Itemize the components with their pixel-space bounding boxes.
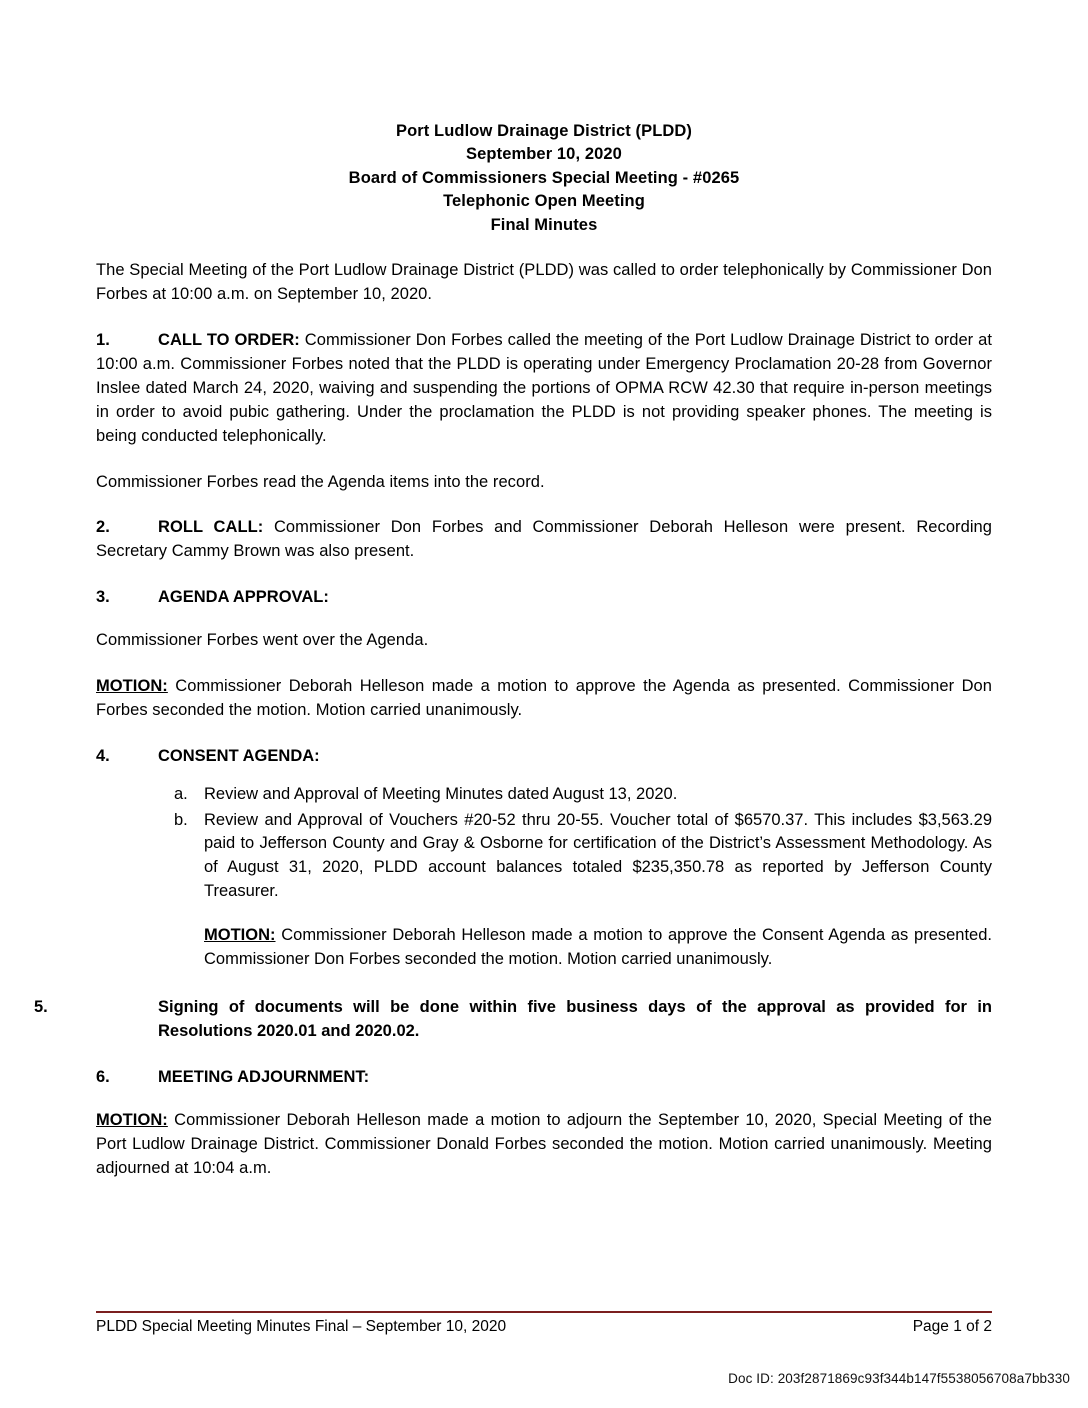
- item-2-paragraph: [96, 516, 992, 564]
- item-3-title: AGENDA APPROVAL:: [158, 588, 329, 607]
- item-1-title: CALL TO ORDER:: [158, 330, 300, 349]
- list-item-marker: a.: [174, 784, 188, 803]
- list-item: [174, 809, 992, 905]
- item-5-paragraph: [34, 996, 992, 1044]
- item-4-number: 4.: [96, 747, 110, 766]
- document-heading: [96, 120, 992, 237]
- item-2-number: 2.: [96, 518, 110, 537]
- motion-2-label: MOTION:: [204, 926, 276, 945]
- item-1-paragraph: [96, 329, 992, 449]
- footer-left-text: PLDD Special Meeting Minutes Final – September 10, 2020: [96, 1318, 507, 1335]
- agenda-review-paragraph: Commissioner Forbes went over the Agenda.: [96, 631, 429, 650]
- consent-agenda-list: [96, 783, 992, 905]
- item-5-body: Signing of documents will be done within five business days of the approval as provided for in Resolutions 2020.01 and 2020.02.: [158, 998, 992, 1040]
- item-2-title: ROLL CALL:: [158, 518, 264, 537]
- item-4-heading: [96, 747, 992, 766]
- item-3-number: 3.: [96, 588, 110, 607]
- item-6-heading: [96, 1068, 992, 1087]
- list-item-text: Review and Approval of Meeting Minutes dated August 13, 2020.: [204, 784, 678, 803]
- heading-line-4: Telephonic Open Meeting: [443, 192, 645, 211]
- motion-2-body: Commissioner Deborah Helleson made a motion to approve the Consent Agenda as presented. Commissioner Don Forbes seconded the motion. Motion carried unanimously.: [204, 926, 992, 969]
- document-id: Doc ID: 203f2871869c93f344b147f5538056708a7bb330: [728, 1371, 1070, 1386]
- motion-3-label: MOTION:: [96, 1110, 168, 1129]
- item-1-number: 1.: [96, 330, 110, 349]
- footer-page-number: Page 1 of 2: [912, 1318, 992, 1335]
- intro-paragraph: The Special Meeting of the Port Ludlow Drainage District (PLDD) was called to order telephonically by Commissioner Don Forbes at 10:00 a.m. on September 10, 2020.: [96, 261, 992, 304]
- list-item: [174, 783, 992, 807]
- item-1-body: Commissioner Don Forbes called the meeting of the Port Ludlow Drainage District to order at 10:00 a.m. Commissioner Forbes noted that the PLDD is operating under Emergency Proclamation 20-28 from Governor Inslee dated March 24, 2020, waiving and suspending the portions of OPMA RCW 42.30 that require in-person meetings in order to avoid pubic gathering. Under the proclamation the PLDD is not providing speaker phones. The meeting is being conducted telephonically.: [96, 330, 992, 445]
- motion-1-paragraph: [96, 675, 992, 723]
- heading-line-2: September 10, 2020: [466, 145, 622, 164]
- agenda-read-paragraph: Commissioner Forbes read the Agenda items into the record.: [96, 472, 545, 491]
- motion-1-label: MOTION:: [96, 677, 168, 696]
- item-5-number: 5.: [34, 998, 48, 1017]
- item-3-heading: [96, 588, 992, 607]
- item-6-title: MEETING ADJOURNMENT:: [158, 1067, 370, 1086]
- heading-line-5: Final Minutes: [490, 215, 598, 234]
- motion-3-paragraph: [96, 1109, 992, 1181]
- motion-3-body: Commissioner Deborah Helleson made a motion to adjourn the September 10, 2020, Special Meeting of the Port Ludlow Drainage District. Commissioner Donald Forbes seconded the motion. Motion carried unanimously. Meeting adjourned at 10:04 a.m.: [96, 1110, 992, 1177]
- motion-1-body: Commissioner Deborah Helleson made a motion to approve the Agenda as presented. Commissioner Don Forbes seconded the motion. Motion carried unanimously.: [96, 677, 992, 720]
- item-4-title: CONSENT AGENDA:: [158, 747, 320, 766]
- heading-line-1: Port Ludlow Drainage District (PLDD): [395, 122, 693, 140]
- list-item-text: Review and Approval of Vouchers #20-52 thru 20-55. Voucher total of $6570.37. This includes $3,563.29 paid to Jefferson County and Gray & Osborne for certification of the District’s Assessment Methodology. As of August 31, 2020, PLDD account balances totaled $235,350.78 as reported by Jefferson County Treasurer.: [204, 810, 992, 901]
- page-footer: [96, 1311, 992, 1336]
- item-2-body: Commissioner Don Forbes and Commissioner Deborah Helleson were present. Recording Secretary Cammy Brown was also present.: [96, 518, 992, 561]
- list-item-marker: b.: [174, 810, 188, 829]
- motion-2-paragraph: [204, 924, 992, 972]
- item-6-number: 6.: [96, 1067, 110, 1086]
- heading-line-3: Board of Commissioners Special Meeting - #0265: [348, 168, 740, 187]
